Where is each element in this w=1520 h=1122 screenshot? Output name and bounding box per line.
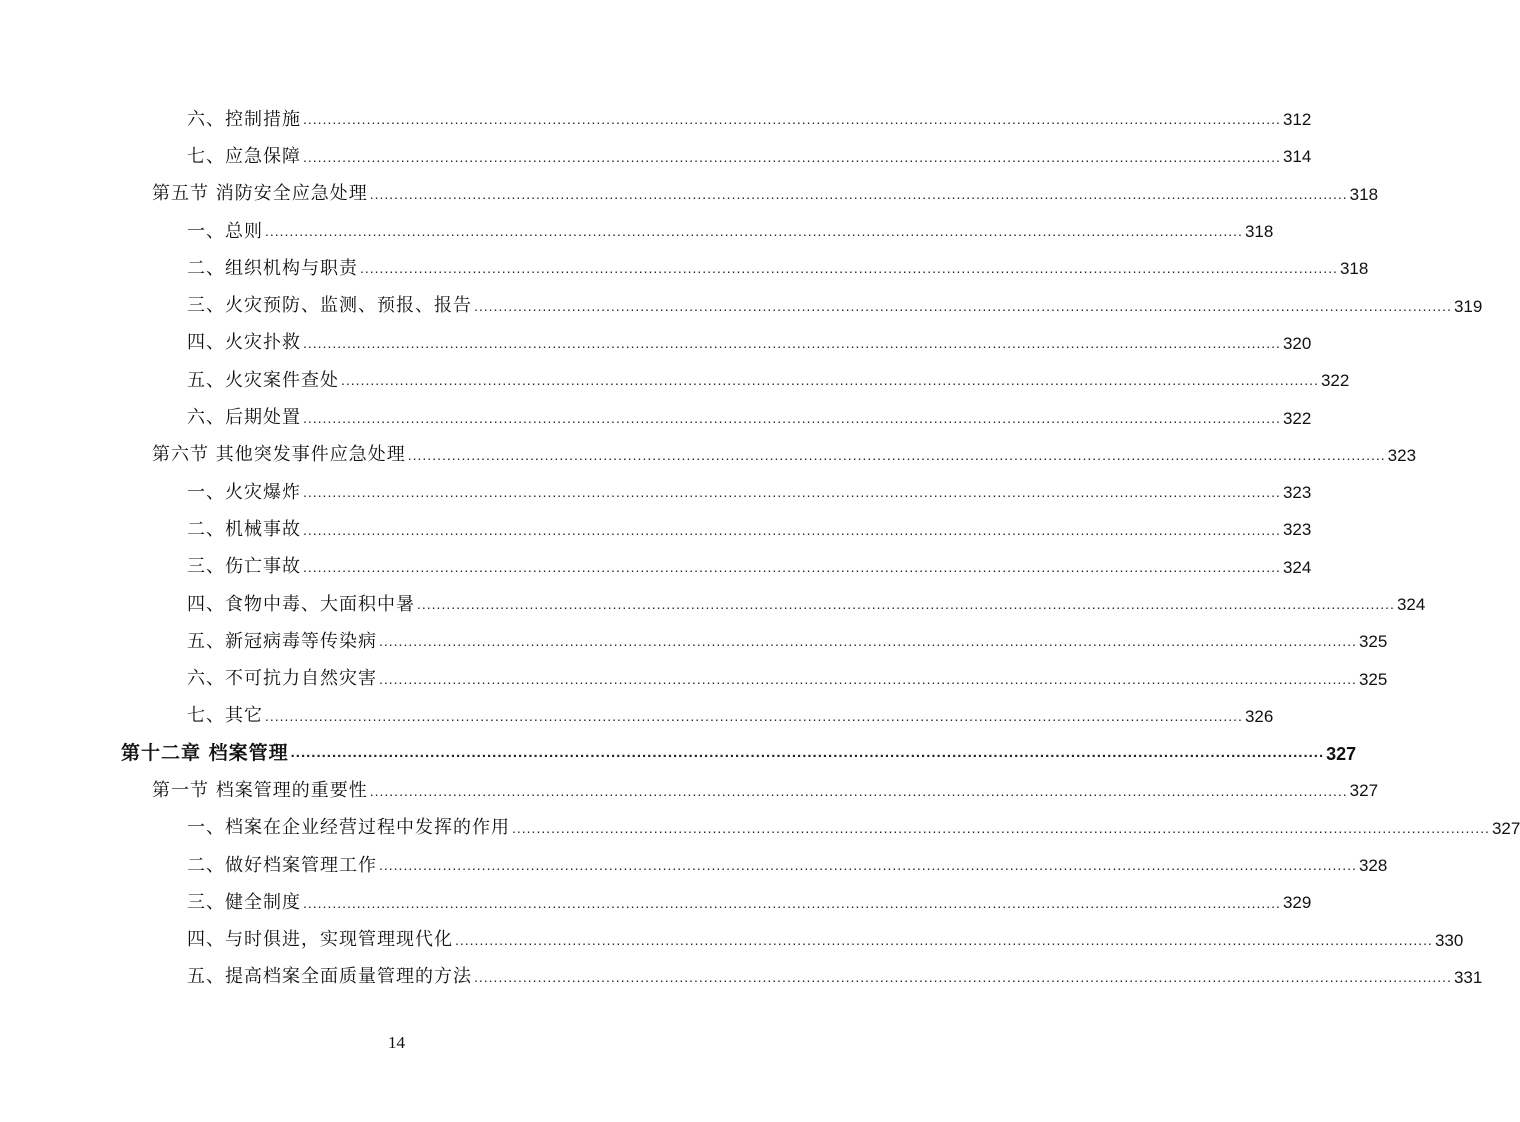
toc-entry[interactable]: [0, 623, 1388, 660]
toc-leader-dots: ........................................................................................................................................................................................................: [303, 558, 1281, 575]
toc-entry-page: 328: [1358, 856, 1388, 876]
toc-entry[interactable]: [0, 847, 1388, 884]
toc-entry[interactable]: [0, 176, 1379, 213]
toc-entry-page: 325: [1358, 632, 1388, 652]
toc-entry-title: 二、做好档案管理工作: [187, 854, 377, 876]
toc-entry-page: 318: [1339, 259, 1369, 279]
toc-leader-dots: ........................................................................................................................................................................................................: [379, 857, 1357, 874]
toc-entry-page: 318: [1244, 222, 1274, 242]
toc-entry[interactable]: [0, 399, 1312, 436]
toc-entry-title: 七、其它: [187, 705, 263, 727]
toc-entry-page: 327: [1326, 743, 1357, 764]
toc-entry-page: 326: [1244, 706, 1274, 726]
toc-leader-dots: ........................................................................................................................................................................................................: [265, 708, 1243, 725]
toc-leader-dots: ........................................................................................................................................................................................................: [303, 409, 1281, 426]
toc-entry-page: 323: [1387, 445, 1417, 465]
toc-entry-title: 第一节 档案管理的重要性: [152, 779, 368, 801]
toc-leader-dots: ........................................................................................................................................................................................................: [455, 931, 1433, 948]
toc-entry-title: 一、火灾爆炸: [187, 481, 301, 503]
toc-leader-dots: ........................................................................................................................................................................................................: [474, 297, 1452, 314]
toc-entry-page: 323: [1282, 483, 1312, 503]
toc-entry-title: 六、控制措施: [187, 108, 301, 130]
page-number: 14: [388, 1033, 405, 1052]
toc-leader-dots: ........................................................................................................................................................................................................: [379, 633, 1357, 650]
toc-leader-dots: ........................................................................................................................................................................................................: [303, 521, 1281, 538]
toc-entry-page: 323: [1282, 520, 1312, 540]
toc-entry-page: 331: [1453, 967, 1483, 987]
toc-leader-dots: ........................................................................................................................................................................................................: [407, 446, 1386, 463]
toc-entry-title: 五、新冠病毒等传染病: [187, 630, 377, 652]
toc-entry-title: 三、火灾预防、监测、预报、报告: [187, 295, 472, 317]
toc-entry[interactable]: [0, 884, 1312, 921]
toc-entry-title: 四、食物中毒、大面积中暑: [187, 593, 415, 615]
toc-leader-dots: ........................................................................................................................................................................................................: [303, 894, 1281, 911]
toc-entry-page: 324: [1396, 595, 1426, 614]
toc-entry[interactable]: [0, 250, 1369, 287]
toc-entry-title: 第十二章 档案管理: [121, 742, 289, 765]
toc-entry-title: 三、健全制度: [187, 891, 301, 913]
toc-entry-title: 一、总则: [187, 220, 263, 242]
toc-entry[interactable]: [0, 325, 1312, 362]
toc-entry[interactable]: [0, 101, 1312, 138]
toc-entry[interactable]: [0, 772, 1379, 809]
toc-entry-title: 四、火灾扑救: [187, 332, 301, 354]
toc-entry-title: 四、与时俱进，实现管理现代化: [187, 929, 453, 951]
toc-entry-title: 五、火灾案件查处: [187, 369, 339, 391]
toc-entry-page: 322: [1320, 371, 1350, 391]
toc-entry[interactable]: [0, 474, 1312, 511]
toc-entry[interactable]: [0, 810, 1520, 847]
toc-leader-dots: ........................................................................................................................................................................................................: [303, 148, 1281, 165]
toc-entry[interactable]: [0, 549, 1312, 586]
toc-entry-page: 325: [1358, 669, 1388, 689]
toc-leader-dots: ........................................................................................................................................................................................................: [379, 670, 1357, 687]
toc-leader-dots: ........................................................................................................................................................................................................: [474, 969, 1452, 986]
toc-entry-title: 六、后期处置: [187, 407, 301, 429]
toc-leader-dots: ........................................................................................................................................................................................................: [341, 372, 1319, 389]
toc-entry-title: 三、伤亡事故: [187, 556, 301, 578]
toc-entry[interactable]: [0, 287, 1483, 324]
toc-entry[interactable]: [0, 213, 1274, 250]
toc-entry[interactable]: [0, 660, 1388, 697]
toc-leader-dots: ........................................................................................................................................................................................................: [369, 185, 1348, 202]
toc-leader-dots: ........................................................................................................................................................................................................: [265, 223, 1243, 240]
toc-entry-page: 329: [1282, 893, 1312, 913]
toc-entry-title: 第六节 其他突发事件应急处理: [152, 444, 406, 466]
toc-entry-page: 320: [1282, 333, 1312, 353]
toc-entry-page: 318: [1349, 184, 1379, 204]
toc-entry-title: 二、机械事故: [187, 518, 301, 540]
toc-leader-dots: ........................................................................................................................................................................................................: [303, 335, 1281, 352]
toc-entry-title: 第五节 消防安全应急处理: [152, 183, 368, 205]
toc-entry[interactable]: [0, 362, 1350, 399]
toc-entry-page: 330: [1434, 930, 1464, 950]
toc-entry[interactable]: [0, 586, 1426, 623]
toc-leader-dots: ........................................................................................................................................................................................................: [360, 260, 1338, 277]
toc-entry-page: 314: [1282, 147, 1312, 167]
toc-entry[interactable]: [0, 511, 1312, 548]
toc-entry[interactable]: [0, 959, 1483, 996]
toc-entry-page: 319: [1453, 296, 1483, 316]
toc-leader-dots: ........................................................................................................................................................................................................: [290, 744, 1325, 762]
toc-leader-dots: ........................................................................................................................................................................................................: [417, 596, 1395, 613]
toc-entry-title: 七、应急保障: [187, 145, 301, 167]
toc-entry[interactable]: [0, 922, 1464, 959]
toc-entry-page: 327: [1349, 781, 1379, 801]
toc-entry-page: 327: [1491, 818, 1520, 838]
toc-entry[interactable]: [0, 437, 1417, 474]
toc-leader-dots: ........................................................................................................................................................................................................: [303, 111, 1281, 128]
toc-entry-title: 六、不可抗力自然灾害: [187, 668, 377, 690]
toc-entry-page: 322: [1282, 408, 1312, 428]
toc-chapter-entry[interactable]: [0, 735, 1357, 772]
toc-entry-title: 五、提高档案全面质量管理的方法: [187, 966, 472, 988]
toc-entry[interactable]: [0, 138, 1312, 175]
toc-entry-page: 324: [1282, 557, 1312, 577]
toc-leader-dots: ........................................................................................................................................................................................................: [303, 484, 1281, 501]
toc-entry-page: 312: [1282, 110, 1312, 130]
toc-entry-title: 二、组织机构与职责: [187, 257, 358, 279]
toc-entry[interactable]: [0, 698, 1274, 735]
toc-leader-dots: ........................................................................................................................................................................................................: [369, 782, 1348, 799]
toc-leader-dots: ........................................................................................................................................................................................................: [512, 819, 1490, 836]
toc-entry-title: 一、档案在企业经营过程中发挥的作用: [187, 817, 510, 839]
table-of-contents: [0, 101, 1520, 996]
